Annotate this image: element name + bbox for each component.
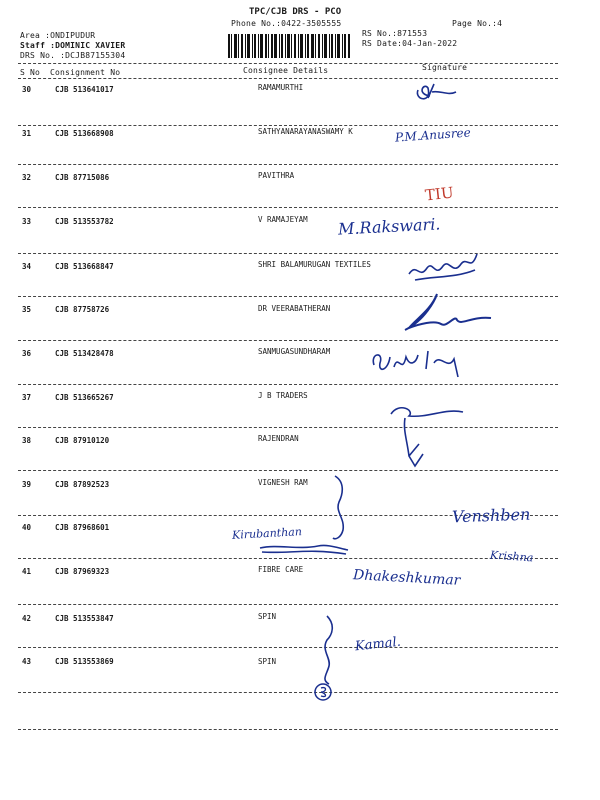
signature-35-scribble bbox=[395, 290, 505, 340]
signature-41b: Krishna bbox=[489, 548, 534, 565]
row-consignee: J B TRADERS bbox=[258, 391, 308, 400]
row-sno: 38 bbox=[22, 436, 32, 445]
row-divider bbox=[18, 384, 558, 385]
row-consignee: SHRI BALAMURUGAN TEXTILES bbox=[258, 260, 371, 269]
signature-30-scribble bbox=[410, 80, 470, 110]
row-divider bbox=[18, 164, 558, 165]
row-sno: 42 bbox=[22, 614, 32, 623]
row-consignee: FIBRE CARE bbox=[258, 565, 304, 574]
area-label: Area :ONDIPUDUR bbox=[20, 31, 96, 40]
signature-36-scribble bbox=[368, 345, 468, 380]
row-divider bbox=[18, 207, 558, 208]
drs-number: DRS No. :DCJB87155304 bbox=[20, 51, 126, 60]
col-signature: Signature bbox=[422, 63, 468, 72]
row-consignee: SPIN bbox=[258, 612, 277, 621]
row-consignee: SPIN bbox=[258, 657, 277, 666]
row-consignment: CJB 513668908 bbox=[55, 129, 114, 138]
row-consignment: CJB 513553847 bbox=[55, 614, 114, 623]
row-sno: 39 bbox=[22, 480, 32, 489]
row-consignment: CJB 87758726 bbox=[55, 305, 110, 314]
row-consignee: RAMAMURTHI bbox=[258, 83, 304, 92]
rs-date: RS Date:04-Jan-2022 bbox=[362, 39, 458, 48]
signature-40b: Venshben bbox=[451, 504, 531, 527]
row-consignment: CJB 513553869 bbox=[55, 657, 114, 666]
row-consignment: CJB 513641017 bbox=[55, 85, 114, 94]
signature-33: M.Rakswari. bbox=[337, 214, 441, 239]
row-sno: 33 bbox=[22, 217, 32, 226]
row-sno: 36 bbox=[22, 349, 32, 358]
phone-number: Phone No.:0422-3505555 bbox=[231, 19, 342, 28]
signature-40: Kirubanthan bbox=[231, 525, 303, 542]
row-consignment: CJB 87715086 bbox=[55, 173, 110, 182]
row-consignment: CJB 87969323 bbox=[55, 567, 110, 576]
row-divider bbox=[18, 647, 558, 648]
row-sno: 34 bbox=[22, 262, 32, 271]
row-consignee: SANMUGASUNDHARAM bbox=[258, 347, 331, 356]
signature-40-strike bbox=[258, 540, 353, 558]
row-consignment: CJB 87910120 bbox=[55, 436, 110, 445]
row-consignment: CJB 87968601 bbox=[55, 523, 110, 532]
signature-43-bracket bbox=[305, 610, 345, 710]
row-consignee: PAVITHRA bbox=[258, 171, 295, 180]
row-consignment: CJB 513428478 bbox=[55, 349, 114, 358]
row-sno: 31 bbox=[22, 129, 32, 138]
row-consignee: SATHYANARAYANASWAMY K bbox=[258, 127, 353, 136]
row-consignment: CJB 513553782 bbox=[55, 217, 114, 226]
row-divider bbox=[18, 125, 558, 126]
row-divider bbox=[18, 558, 558, 559]
signature-32: TIU bbox=[424, 183, 455, 205]
signature-41: Dhakeshkumar bbox=[352, 567, 461, 589]
row-sno: 40 bbox=[22, 523, 32, 532]
signature-39-bracket bbox=[325, 472, 355, 542]
col-consignment: Consignment No bbox=[50, 68, 121, 77]
col-consignee: Consignee Details bbox=[243, 66, 329, 75]
signature-31: P.M.Anusree bbox=[394, 125, 472, 145]
row-consignee: V RAMAJEYAM bbox=[258, 215, 308, 224]
signature-42: Kamal. bbox=[354, 634, 402, 655]
row-sno: 30 bbox=[22, 85, 32, 94]
row-sno: 35 bbox=[22, 305, 32, 314]
row-sno: 37 bbox=[22, 393, 32, 402]
signature-37-38-scribble bbox=[385, 400, 480, 480]
barcode-image bbox=[228, 34, 350, 58]
report-title: TPC/CJB DRS - PCO bbox=[249, 7, 342, 17]
row-divider bbox=[18, 604, 558, 605]
row-consignee: RAJENDRAN bbox=[258, 434, 299, 443]
col-sno: S No bbox=[20, 68, 41, 77]
row-consignee: DR VEERABATHERAN bbox=[258, 304, 331, 313]
row-consignment: CJB 87892523 bbox=[55, 480, 110, 489]
signature-34-scribble bbox=[405, 250, 485, 290]
row-consignment: CJB 513665267 bbox=[55, 393, 114, 402]
row-sno: 41 bbox=[22, 567, 32, 576]
row-sno: 43 bbox=[22, 657, 32, 666]
staff-label: Staff :DOMINIC XAVIER bbox=[20, 41, 126, 50]
header-divider-top bbox=[18, 63, 558, 64]
page-number: Page No.:4 bbox=[452, 19, 503, 28]
row-divider bbox=[18, 340, 558, 341]
row-consignment: CJB 513668847 bbox=[55, 262, 114, 271]
row-divider bbox=[18, 692, 558, 693]
row-divider bbox=[18, 729, 558, 730]
row-consignee: VIGNESH RAM bbox=[258, 478, 308, 487]
rs-number: RS No.:871553 bbox=[362, 29, 428, 38]
header-divider-bottom bbox=[18, 78, 558, 79]
row-sno: 32 bbox=[22, 173, 32, 182]
